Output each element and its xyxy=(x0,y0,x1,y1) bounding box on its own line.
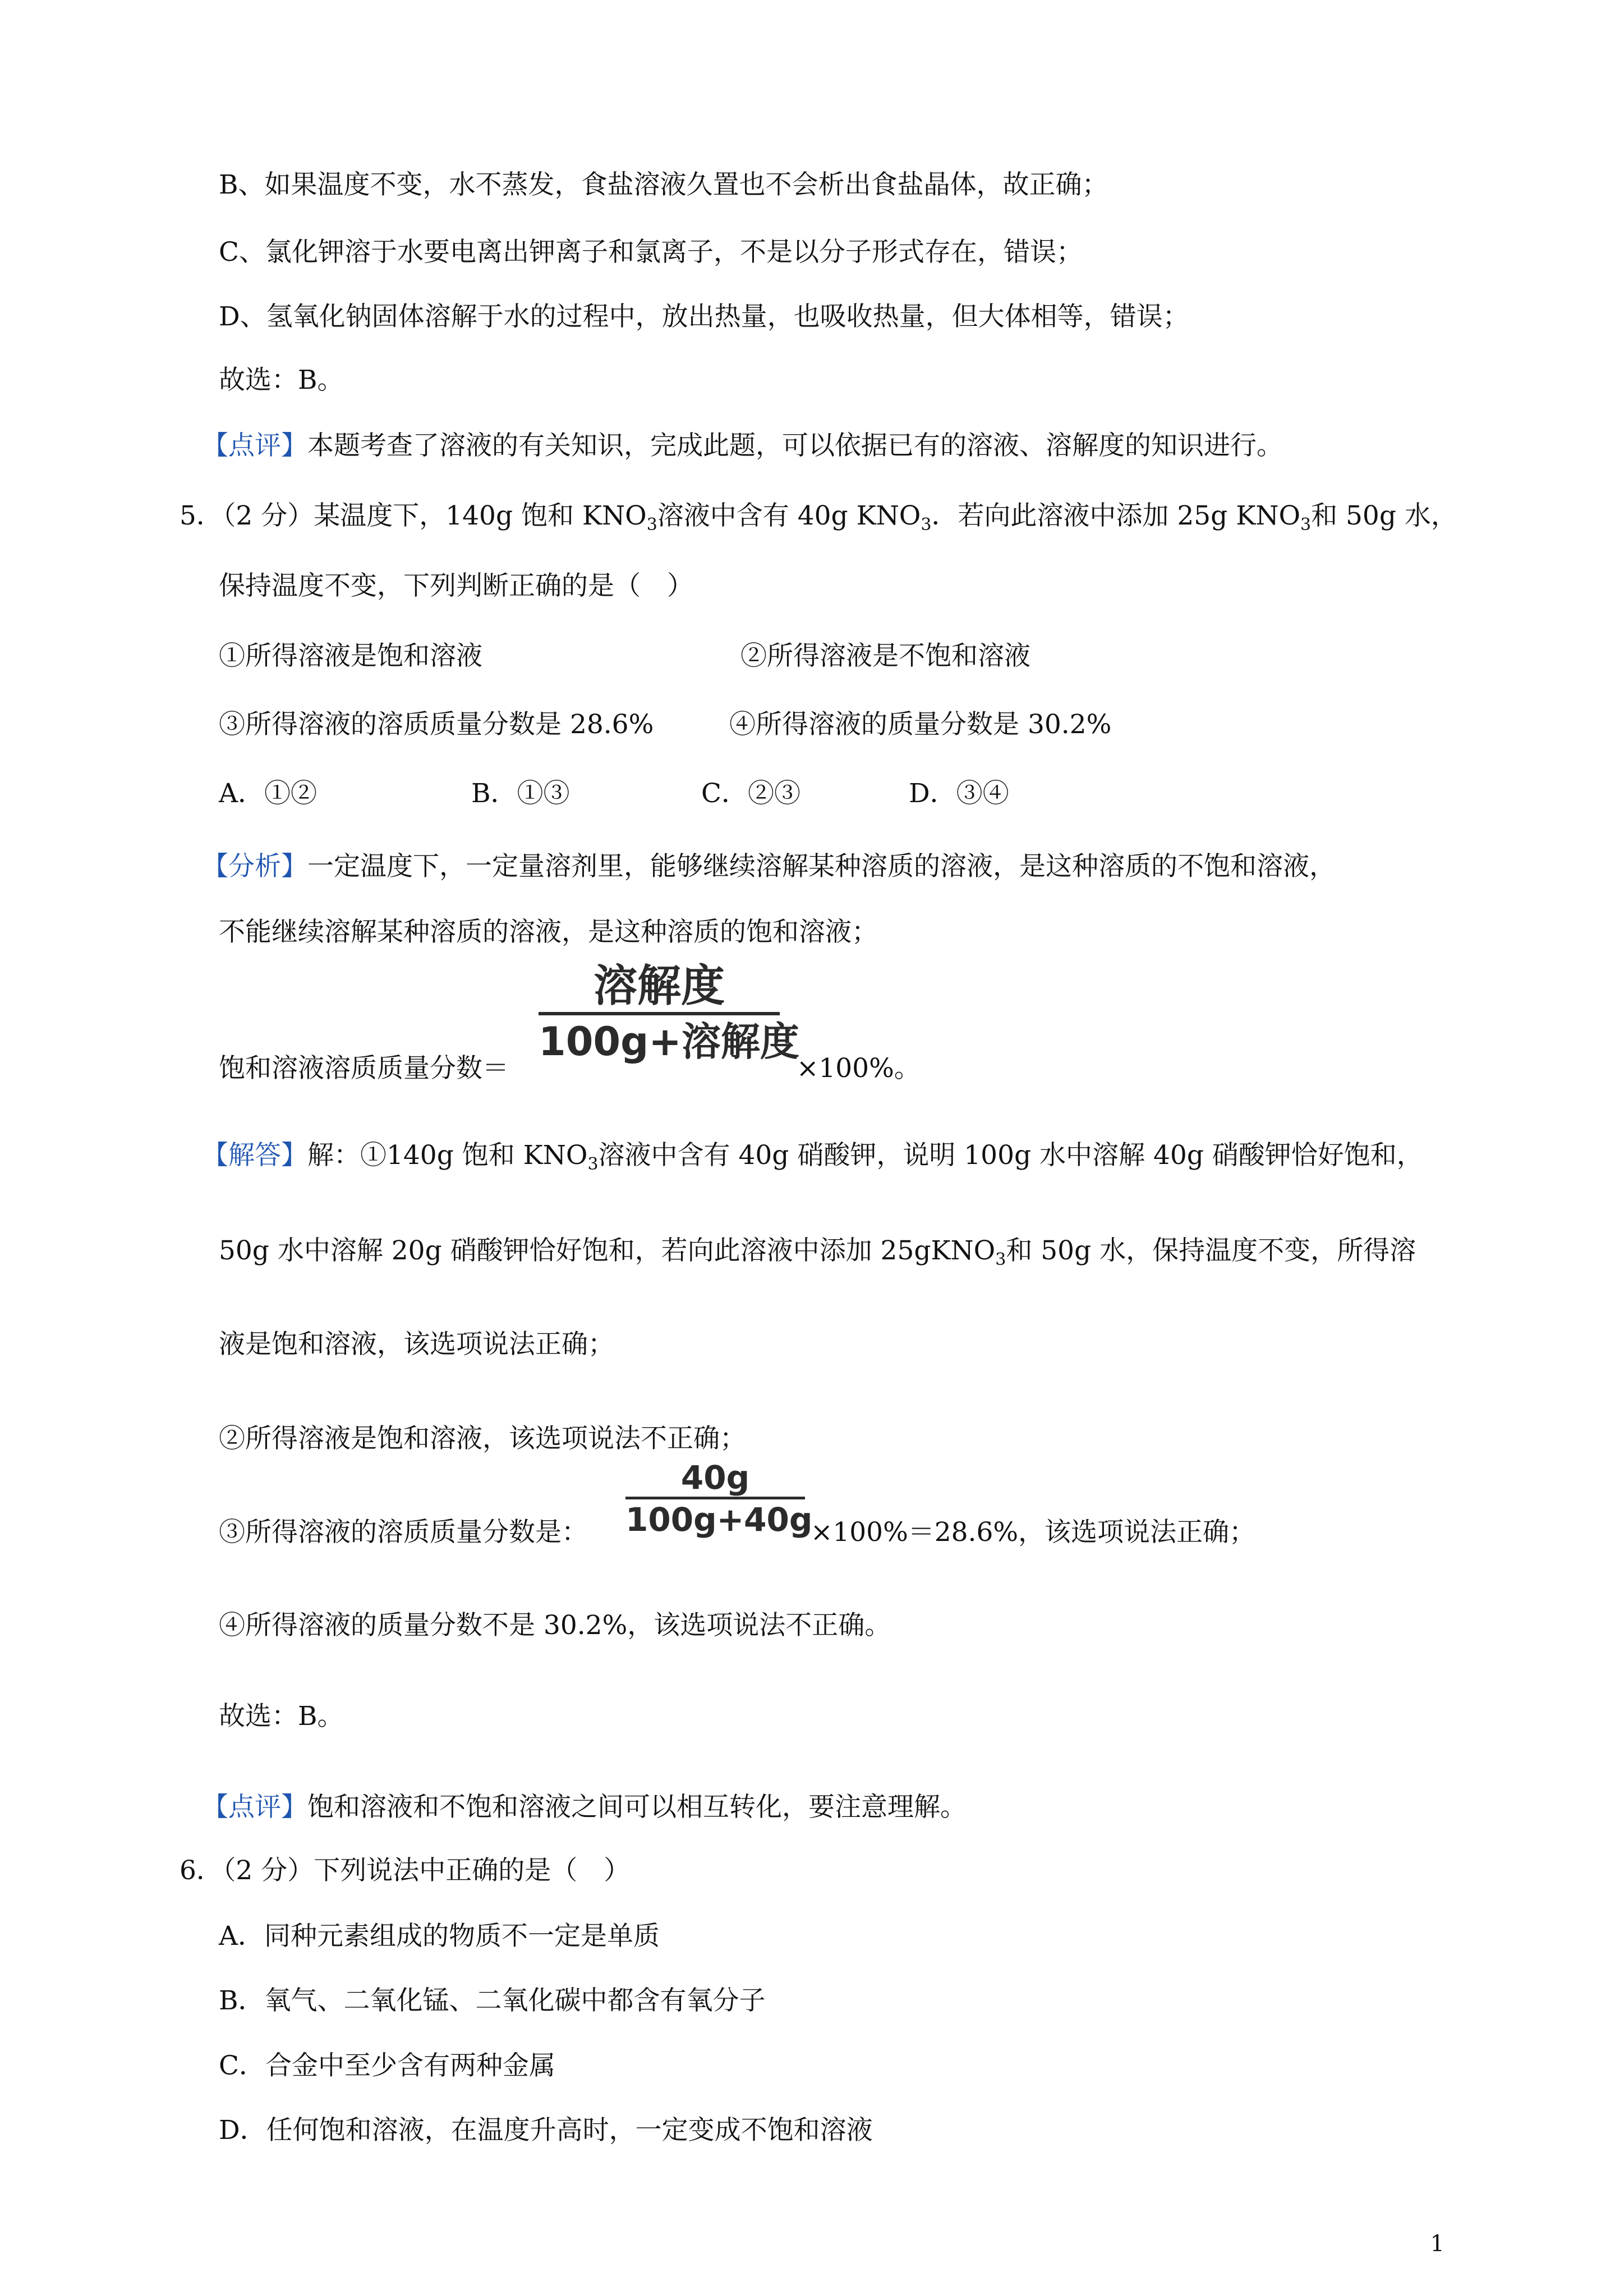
solution-tag: 【解答】 xyxy=(202,1140,307,1171)
option-c: C．合金中至少含有两种金属 xyxy=(219,2050,555,2081)
stem-part: 和 50g 水， xyxy=(1311,500,1457,531)
solution-text: 50g 水中溶解 20g 硝酸钾恰好饱和，若向此溶液中添加 25gKNO xyxy=(219,1235,996,1266)
question-5-stem xyxy=(180,499,1457,533)
analysis-option-c: C、氯化钾溶于水要电离出钾离子和氯离子，不是以分子形式存在，错误； xyxy=(219,237,1083,268)
analysis-paragraph xyxy=(202,850,1336,884)
solution-line-6: ④所得溶液的质量分数不是 30.2%，该选项说法不正确。 xyxy=(219,1610,891,1641)
option-d: D．任何饱和溶液，在温度升高时，一定变成不饱和溶液 xyxy=(219,2115,873,2146)
comment-paragraph xyxy=(202,1791,967,1824)
comment-tag: 【点评】 xyxy=(202,1792,307,1823)
option-b: B．氧气、二氧化锰、二氧化碳中都含有氧分子 xyxy=(219,1985,766,2016)
solution-line-5-prefix: ③所得溶液的溶质质量分数是： xyxy=(219,1517,588,1548)
question-6-stem: 6．（2 分）下列说法中正确的是（ ） xyxy=(180,1855,631,1886)
subscript: 3 xyxy=(921,515,932,535)
option-c: C．②③ xyxy=(701,778,801,809)
fraction-numerator: 40g xyxy=(680,1458,750,1497)
statement-1: ①所得溶液是饱和溶液 xyxy=(219,641,482,671)
stem-part: 溶液中含有 40g KNO xyxy=(657,500,921,531)
subscript: 3 xyxy=(1300,515,1312,535)
comment-tag: 【点评】 xyxy=(202,430,307,461)
analysis-line-2: 不能继续溶解某种溶质的溶液，是这种溶质的饱和溶液； xyxy=(219,917,878,947)
solution-fraction xyxy=(625,1458,813,1540)
solution-text: 溶液中含有 40g 硝酸钾，说明 100g 水中溶解 40g 硝酸钾恰好饱和， xyxy=(598,1140,1423,1171)
formula-prefix: 饱和溶液溶质质量分数＝ xyxy=(219,1053,509,1084)
analysis-text: 一定温度下，一定量溶剂里，能够继续溶解某种溶质的溶液，是这种溶质的不饱和溶液， xyxy=(307,851,1336,882)
solution-paragraph xyxy=(202,1139,1423,1172)
statement-3: ③所得溶液的溶质质量分数是 28.6% xyxy=(219,709,654,740)
formula-fraction xyxy=(539,960,799,1068)
comment-paragraph xyxy=(202,429,1283,463)
option-a: A．①② xyxy=(219,778,317,809)
statement-4: ④所得溶液的质量分数是 30.2% xyxy=(729,709,1112,740)
answer-choice: 故选：B。 xyxy=(219,365,344,395)
subscript: 3 xyxy=(995,1250,1006,1269)
stem-part: 5．（2 分）某温度下，140g 饱和 KNO xyxy=(180,500,647,531)
solution-line-2 xyxy=(219,1234,1416,1268)
subscript: 3 xyxy=(646,515,657,535)
answer-choice: 故选：B。 xyxy=(219,1701,344,1732)
fraction-denominator: 100g+40g xyxy=(625,1501,813,1539)
fraction-numerator: 溶解度 xyxy=(593,961,725,1011)
option-a: A．同种元素组成的物质不一定是单质 xyxy=(219,1921,660,1952)
solution-text: 解：①140g 饱和 KNO xyxy=(307,1140,588,1171)
comment-text: 饱和溶液和不饱和溶液之间可以相互转化，要注意理解。 xyxy=(307,1792,967,1823)
question-5-stem-line2: 保持温度不变，下列判断正确的是（ ） xyxy=(219,570,693,601)
analysis-option-d: D、氢氧化钠固体溶解于水的过程中，放出热量，也吸收热量，但大体相等，错误； xyxy=(219,301,1189,332)
subscript: 3 xyxy=(587,1154,599,1174)
option-b: B．①③ xyxy=(471,778,570,809)
analysis-tag: 【分析】 xyxy=(202,851,307,882)
stem-part: ．若向此溶液中添加 25g KNO xyxy=(931,500,1300,531)
formula-suffix: ×100%。 xyxy=(797,1053,921,1084)
solution-line-5-suffix: ×100%＝28.6%，该选项说法正确； xyxy=(811,1517,1256,1548)
analysis-option-b: B、如果温度不变，水不蒸发，食盐溶液久置也不会析出食盐晶体，故正确； xyxy=(219,169,1108,200)
option-d: D．③④ xyxy=(909,778,1009,809)
fraction-denominator: 100g+溶解度 xyxy=(539,1019,799,1065)
statement-2: ②所得溶液是不饱和溶液 xyxy=(740,641,1030,671)
solution-line-3: 液是饱和溶液，该选项说法正确； xyxy=(219,1329,614,1360)
page-number: 1 xyxy=(1430,2231,1444,2257)
comment-text: 本题考查了溶液的有关知识，完成此题，可以依据已有的溶液、溶解度的知识进行。 xyxy=(307,430,1283,461)
solution-line-4: ②所得溶液是饱和溶液，该选项说法不正确； xyxy=(219,1423,746,1454)
solution-text: 和 50g 水，保持温度不变，所得溶 xyxy=(1006,1235,1416,1266)
